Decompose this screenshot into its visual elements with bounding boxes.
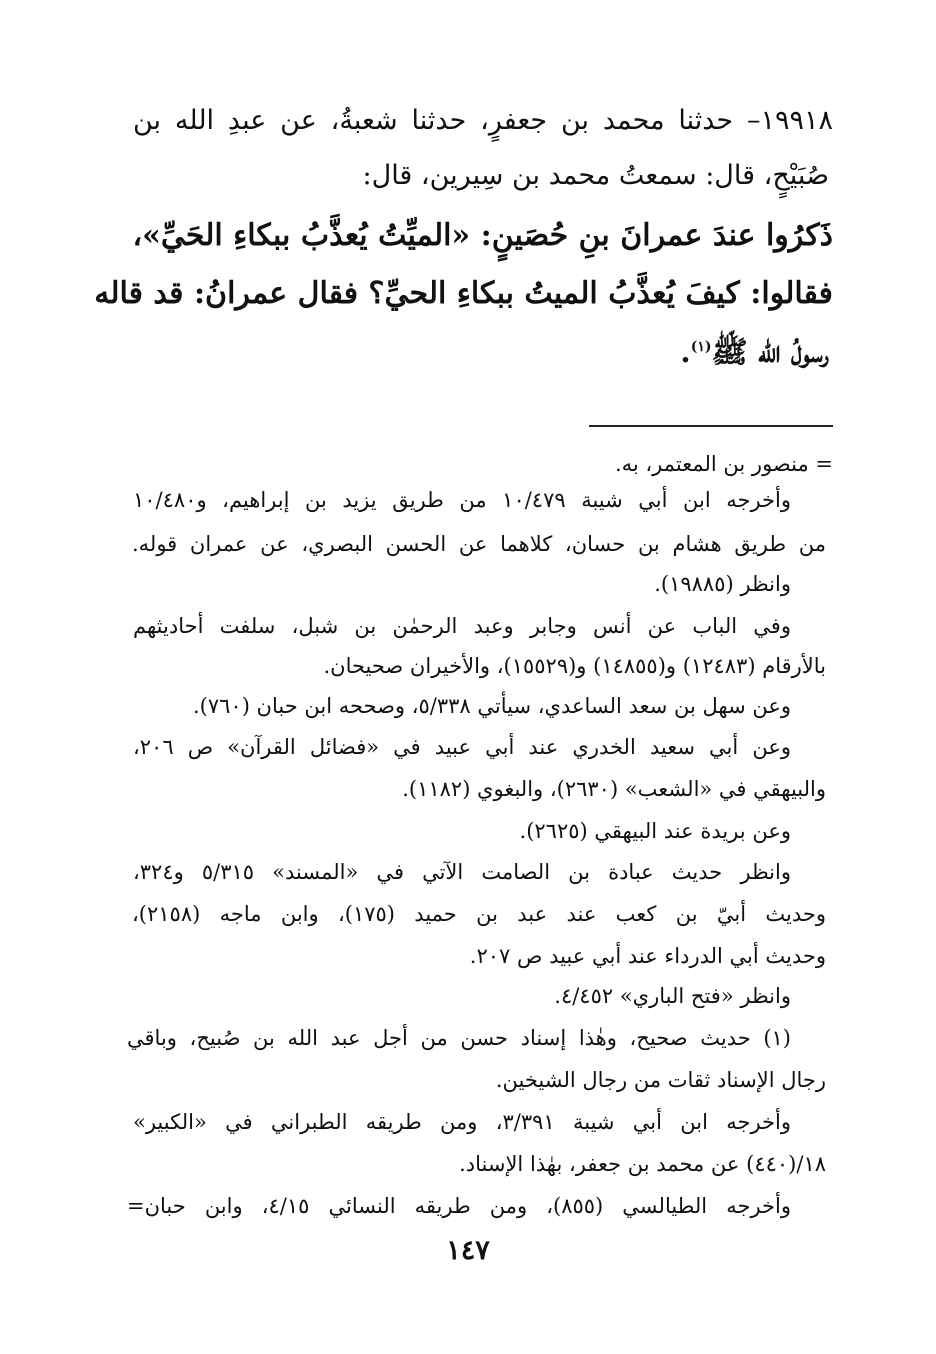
hadith-line-4: فقالوا: كيفَ يُعذَّبُ الميتُ ببكاءِ الحيِّ؟ فقال عمرانُ: قد قاله: [94, 276, 833, 311]
footnote-line: وعن أبي سعيد الخدري عند أبي عبيد في «فضائل القرآن» ص ٢٠٦،: [133, 735, 791, 759]
footnote-line: وفي الباب عن أنس وجابر وعبد الرحمٰن بن شبل، سلفت أحاديثهم: [133, 614, 791, 638]
footnote-line: وانظر (١٩٨٨٥).: [654, 572, 791, 596]
footnote-line: = منصور بن المعتمر، به.: [614, 452, 833, 476]
footnote-line: وعن بريدة عند البيهقي (٢٦٢٥).: [519, 819, 791, 843]
footnote-line: وعن سهل بن سعد الساعدي، سيأتي ٥/٣٣٨، وصححه ابن حبان (٧٦٠).: [192, 694, 791, 718]
footnote-line: وأخرجه الطيالسي (٨٥٥)، ومن طريقه النسائي ٤/١٥، وابن حبان=: [127, 1194, 792, 1218]
footnote-line: وأخرجه ابن أبي شيبة ١٠/٤٧٩ من طريق يزيد بن إبراهيم، و١٠/٤٨٠: [133, 488, 791, 512]
footnote-line: والبيهقي في «الشعب» (٢٦٣٠)، والبغوي (١١٨٢).: [402, 777, 826, 801]
footnote-ref-1: (١): [690, 339, 712, 355]
footnote-line: من طريق هشام بن حسان، كلاهما عن الحسن البصري، عن عمران قوله.: [132, 532, 826, 556]
hadith-line-1: ١٩٩١٨– حدثنا محمد بن جعفرٍ، حدثنا شعبةُ، عن عبدِ الله بن: [133, 105, 833, 136]
page-number: ١٤٧: [446, 1235, 490, 1266]
footnote-line: رجال الإسناد ثقات من رجال الشيخين.: [495, 1068, 826, 1092]
footnote-line: وحديث أبي الدرداء عند أبي عبيد ص ٢٠٧.: [469, 944, 826, 968]
footnote-line: ١٨/(٤٤٠) عن محمد بن جعفر، بهٰذا الإسناد.: [459, 1152, 826, 1176]
footnote-line: وأخرجه ابن أبي شيبة ٣/٣٩١، ومن طريقه الطبراني في «الكبير»: [133, 1110, 791, 1134]
hadith-line-2: صُبَيْحٍ، قال: سمعتُ محمد بن سِيرين، قال:: [362, 160, 829, 191]
footnote-divider: [589, 425, 833, 427]
hadith-line-5-text: رسولُ الله ﷺ: [711, 335, 829, 370]
hadith-line-5-end: .: [680, 335, 691, 370]
hadith-line-5: [680, 334, 829, 377]
footnote-line: (١) حديث صحيح، وهٰذا إسناد حسن من أجل عبد الله بن صُبيح، وباقي: [127, 1026, 791, 1050]
footnote-line: وانظر حديث عبادة بن الصامت الآتي في «المسند» ٥/٣١٥ و٣٢٤،: [133, 860, 791, 884]
footnote-line: وانظر «فتح الباري» ٤/٤٥٢.: [554, 984, 791, 1008]
hadith-line-3: ذَكرُوا عندَ عمرانَ بنِ حُصَينٍ: «الميِّتُ يُعذَّبُ ببكاءِ الحَيِّ»،: [132, 218, 833, 253]
footnote-line: وحديث أبيّ بن كعب عند عبد بن حميد (١٧٥)، وابن ماجه (٢١٥٨)،: [132, 902, 827, 926]
footnote-line: بالأرقام (١٢٤٨٣) و(١٤٨٥٥) و(١٥٥٢٩)، والأخيران صحيحان.: [323, 654, 826, 678]
